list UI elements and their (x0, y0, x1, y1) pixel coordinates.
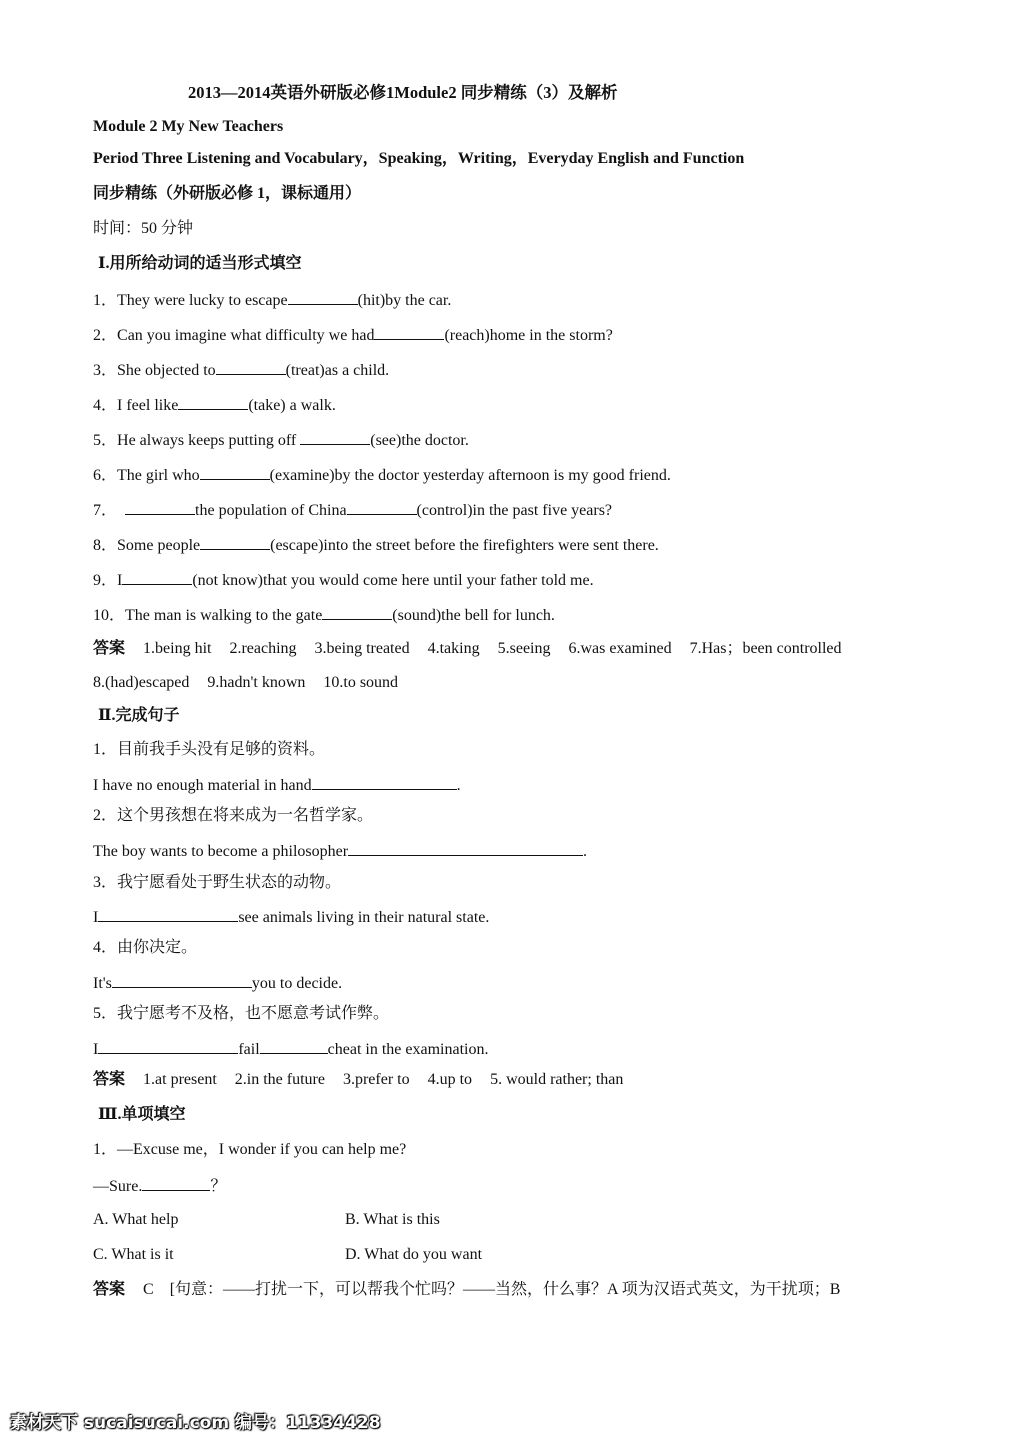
answer-blank (322, 604, 392, 620)
sentence-2-cn: 2．这个男孩想在将来成为一名哲学家。 (93, 807, 374, 824)
answer-label: 答案 (93, 1071, 126, 1088)
mc-question-1-reply: —Sure. ？ (93, 1175, 226, 1197)
answer-blank (374, 324, 444, 340)
question-7: 7． the population of China (control)in the past five years? (93, 499, 612, 521)
answer-label: 答案 (93, 640, 126, 657)
answer-blank (300, 429, 370, 445)
period-heading: Period Three Listening and Vocabulary，Speaking，Writing，Everyday English and Function (93, 150, 745, 167)
option-d: D. What do you want (345, 1246, 483, 1263)
sentence-3-cn: 3．我宁愿看处于野生状态的动物。 (93, 874, 342, 891)
sentence-5-en: I fail cheat in the examination. (93, 1038, 488, 1060)
question-6: 6．The girl who (examine)by the doctor yesterday afternoon is my good friend. (93, 464, 671, 486)
question-5: 5．He always keeps putting off (see)the doctor. (93, 429, 469, 451)
answer-label: 答案 (93, 1281, 126, 1298)
section2-answers: 答案 1.at present 2.in the future 3.prefer to 4.up to 5. would rather; than (93, 1071, 624, 1088)
section3-answer: 答案 C [句意：——打扰一下，可以帮我个忙吗？——当然，什么事？A 项为汉语式英文，为干扰项；B (93, 1281, 841, 1298)
answer-blank (347, 499, 417, 515)
sentence-2-en: The boy wants to become a philosopher . (93, 840, 587, 862)
module-heading: Module 2 My New Teachers (93, 118, 284, 135)
answer-blank (98, 1038, 238, 1054)
answer-blank (216, 359, 286, 375)
document-title: 2013—2014英语外研版必修1Module2 同步精练（3）及解析 (188, 83, 618, 102)
answer-blank (260, 1038, 328, 1054)
mc-question-1: 1．—Excuse me，I wonder if you can help me? (93, 1141, 407, 1158)
section3-heading: Ⅲ.单项填空 (98, 1106, 186, 1123)
answer-blank (142, 1175, 210, 1191)
answer-blank (348, 840, 583, 856)
section1-heading: Ⅰ.用所给动词的适当形式填空 (98, 255, 302, 272)
answer-blank (312, 774, 457, 790)
answer-blank (288, 289, 358, 305)
sentence-4-en: It's you to decide. (93, 972, 342, 994)
sentence-1-en: I have no enough material in hand . (93, 774, 461, 796)
question-10: 10．The man is walking to the gate (sound)the bell for lunch. (93, 604, 555, 626)
sentence-5-cn: 5．我宁愿考不及格，也不愿意考试作弊。 (93, 1005, 390, 1022)
question-8: 8．Some people (escape)into the street before the firefighters were sent there. (93, 534, 659, 556)
sync-heading: 同步精练（外研版必修 1，课标通用） (93, 185, 362, 202)
option-c: C. What is it (93, 1246, 174, 1263)
answer-blank (112, 972, 252, 988)
section2-heading: Ⅱ.完成句子 (98, 707, 180, 724)
question-2: 2．Can you imagine what difficulty we had (reach)home in the storm? (93, 324, 613, 346)
site-watermark: 素材天下 sucaisucai.com 编号：11334428 (10, 1413, 381, 1433)
option-b: B. What is this (345, 1211, 440, 1228)
section1-answers-cont: 8.(had)escaped 9.hadn't known 10.to sound (93, 674, 399, 691)
section1-answers: 答案 1.being hit 2.reaching 3.being treated 4.taking 5.seeing 6.was examined 7.Has；been controlled (93, 640, 842, 657)
question-1: 1．They were lucky to escape (hit)by the car. (93, 289, 451, 311)
question-4: 4．I feel like (take) a walk. (93, 394, 336, 416)
sentence-4-cn: 4．由你决定。 (93, 939, 198, 956)
option-a: A. What help (93, 1211, 179, 1228)
answer-blank (98, 906, 238, 922)
answer-blank (200, 534, 270, 550)
answer-blank (125, 499, 195, 515)
sentence-1-cn: 1．目前我手头没有足够的资料。 (93, 741, 326, 758)
question-3: 3．She objected to (treat)as a child. (93, 359, 389, 381)
answer-blank (178, 394, 248, 410)
sentence-3-en: I see animals living in their natural state. (93, 906, 489, 928)
time-limit: 时间：50 分钟 (93, 220, 194, 237)
answer-blank (200, 464, 270, 480)
question-9: 9．I (not know)that you would come here until your father told me. (93, 569, 594, 591)
answer-blank (122, 569, 192, 585)
